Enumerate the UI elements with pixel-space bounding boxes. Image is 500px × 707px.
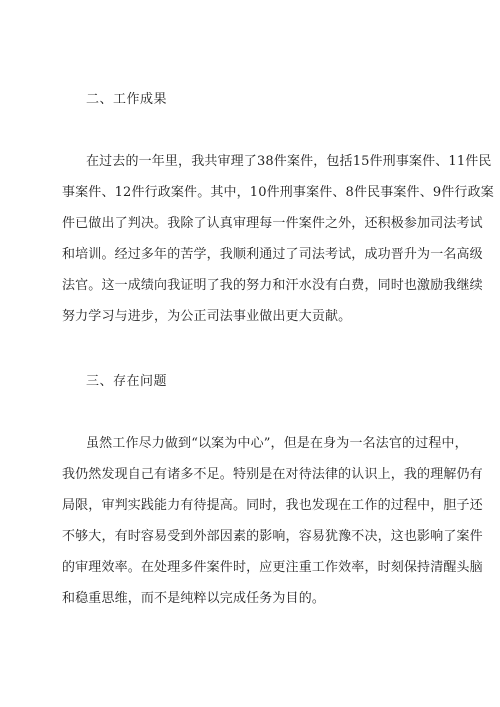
paragraph-line: 和培训。经过多年的苦学，我顺利通过了司法考试，成功晋升为一名高级 (62, 247, 483, 262)
paragraph-line: 件已做出了判决。我除了认真审理每一件案件之外，还积极参加司法考试 (62, 216, 483, 231)
paragraph-line: 的审理效率。在处理多件案件时，应更注重工作效率，时刻保持清醒头脑 (62, 560, 483, 575)
paragraph-line: 事案件、12件行政案件。其中，10件刑事案件、8件民事案件、9件行政案 (62, 185, 494, 200)
section-heading-results: 二、工作成果 (86, 92, 168, 107)
paragraph-line: 我仍然发现自己有诸多不足。特别是在对待法律的认识上，我的理解仍有 (62, 467, 483, 482)
paragraph-line: 法官。这一成绩向我证明了我的努力和汗水没有白费，同时也激励我继续 (62, 278, 483, 293)
paragraph-line: 努力学习与进步，为公正司法事业做出更大贡献。 (62, 309, 352, 324)
paragraph-line: 在过去的一年里，我共审理了38件案件，包括15件刑事案件、11件民 (86, 154, 492, 169)
paragraph-line: 局限，审判实践能力有待提高。同时，我也发现在工作的过程中，胆子还 (62, 498, 483, 513)
paragraph-line: 和稳重思维，而不是纯粹以完成任务为目的。 (62, 591, 326, 606)
section-heading-problems: 三、存在问题 (86, 374, 168, 389)
paragraph-line: 虽然工作尽力做到“以案为中心”，但是在身为一名法官的过程中， (86, 436, 468, 451)
paragraph-line: 不够大，有时容易受到外部因素的影响，容易犹豫不决，这也影响了案件 (62, 529, 483, 544)
